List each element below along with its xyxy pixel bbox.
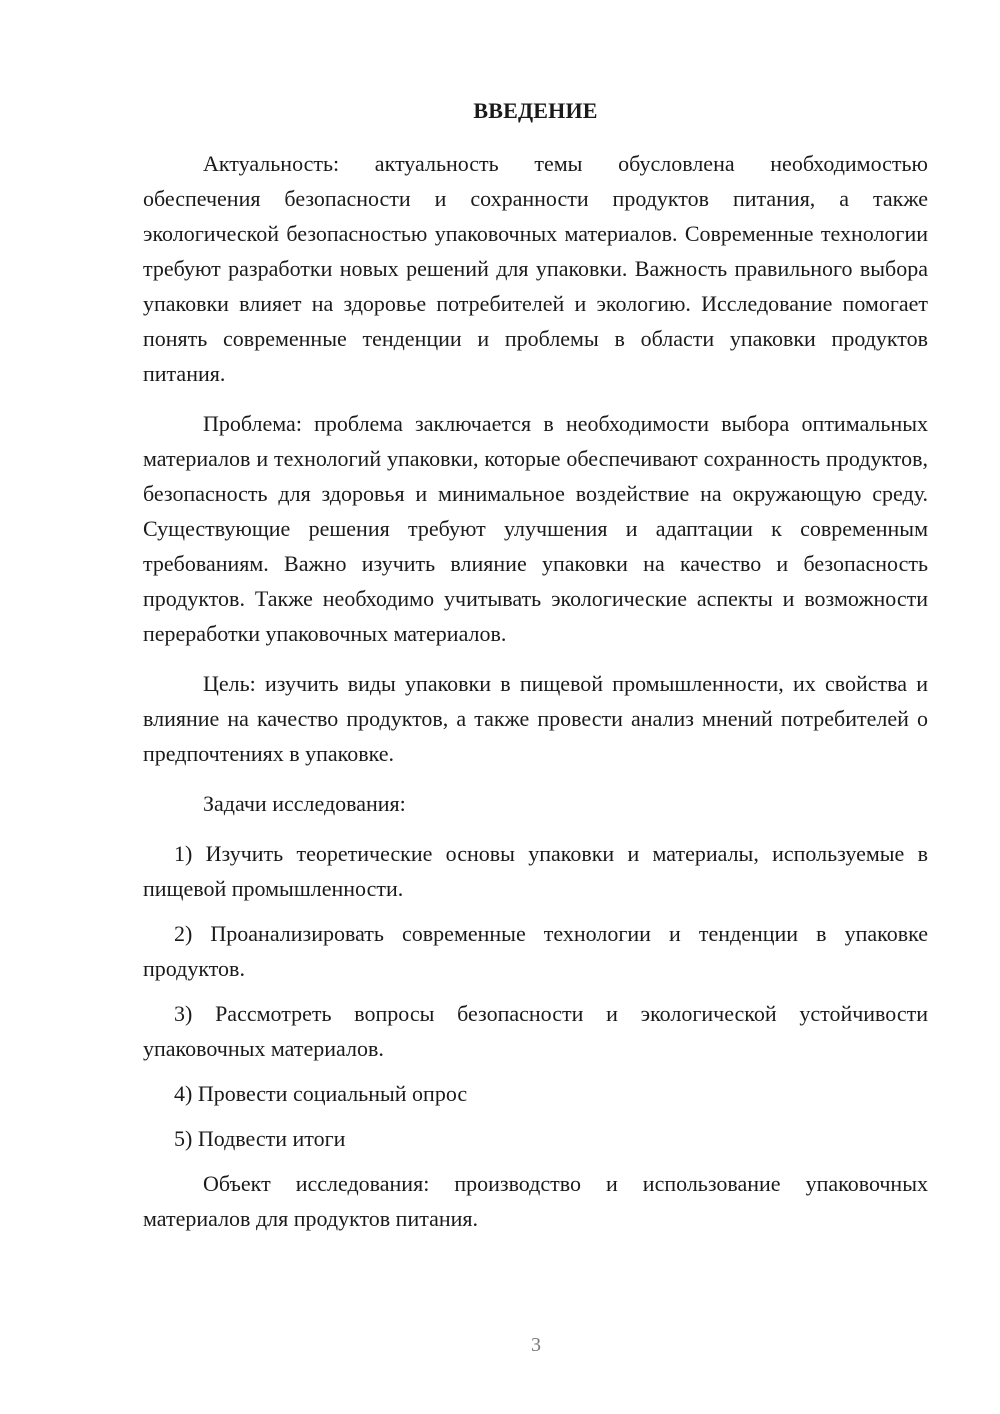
task-item-5: 5) Подвести итоги xyxy=(174,1126,346,1151)
page-title: ВВЕДЕНИЕ xyxy=(473,98,598,123)
object-paragraph: Объект исследования: производство и использование упаковочных материалов для продуктов питания. xyxy=(143,1171,928,1231)
task-item-2: 2) Проанализировать современные технологии и тенденции в упаковке продуктов. xyxy=(143,921,928,981)
problem-paragraph: Проблема: проблема заключается в необходимости выбора оптимальных материалов и технологий упаковки, которые обеспечивают сохранность продуктов, безопасность для здоровья и минимальное воздействие на окружающую среду. Существующие решения требуют улучшения и адаптации к современным требованиям. Важно изучить влияние упаковки на качество и безопасность продуктов. Также необходимо учитывать экологические аспекты и возможности переработки упаковочных материалов. xyxy=(143,411,928,646)
goal-paragraph: Цель: изучить виды упаковки в пищевой промышленности, их свойства и влияние на качество продуктов, а также провести анализ мнений потребителей о предпочтениях в упаковке. xyxy=(143,671,928,766)
task-item-4: 4) Провести социальный опрос xyxy=(174,1081,468,1106)
document-page xyxy=(143,96,928,1251)
relevance-paragraph: Актуальность: актуальность темы обусловлена необходимостью обеспечения безопасности и сохранности продуктов питания, а также экологической безопасностью упаковочных материалов. Современные технологии требуют разработки новых решений для упаковки. Важность правильного выбора упаковки влияет на здоровье потребителей и экологию. Исследование помогает понять современные тенденции и проблемы в области упаковки продуктов питания. xyxy=(143,151,928,386)
task-item-3: 3) Рассмотреть вопросы безопасности и экологической устойчивости упаковочных материалов. xyxy=(143,1001,928,1061)
page-number: 3 xyxy=(531,1334,541,1356)
tasks-intro: Задачи исследования: xyxy=(203,791,406,816)
task-list xyxy=(143,836,928,1156)
task-item-1: 1) Изучить теоретические основы упаковки и материалы, используемые в пищевой промышленности. xyxy=(143,841,928,901)
